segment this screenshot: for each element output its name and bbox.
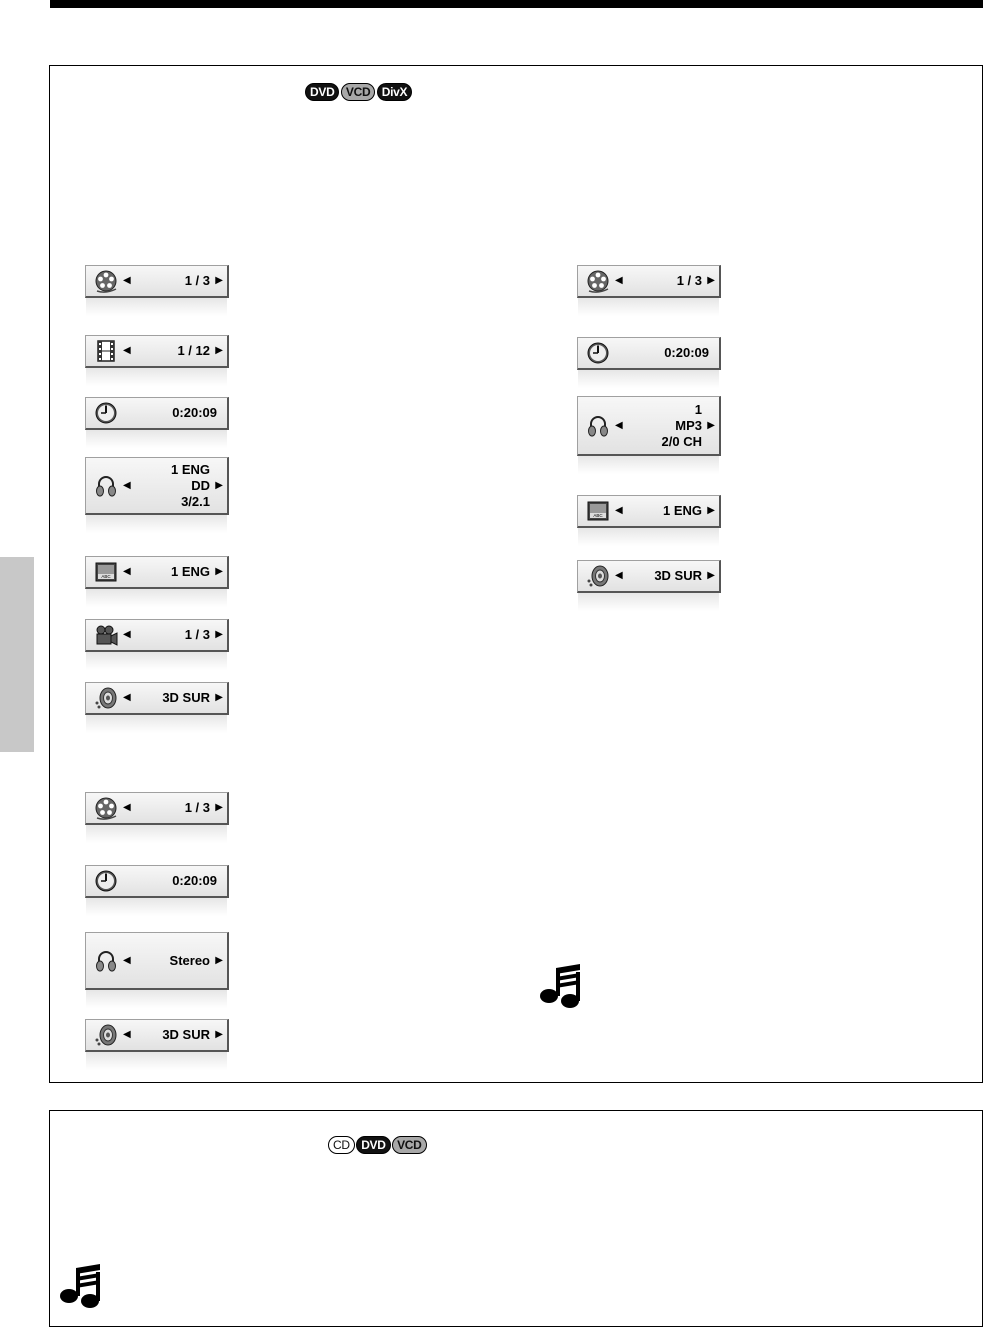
osd-display-sound (85, 1019, 229, 1052)
angle-icon (94, 623, 118, 647)
left-arrow-icon: ◀ (123, 692, 131, 703)
left-arrow-icon: ◀ (123, 954, 131, 966)
audio-icon (586, 414, 610, 438)
sound-icon (94, 1023, 118, 1047)
osd-display-subtitle (85, 556, 229, 589)
osd-display-sound (577, 560, 721, 593)
osd-value: 0:20:09 (664, 345, 709, 360)
osd-display-chapter (85, 335, 229, 368)
osd-value: 1 ENG DD 3/2.1 (170, 461, 210, 509)
osd-display-audio (85, 457, 229, 515)
osd-display-title (85, 792, 229, 825)
chapter-icon (94, 339, 118, 363)
right-arrow-icon: ▶ (215, 692, 223, 703)
disc-badge: VCD (341, 83, 375, 101)
osd-value: 1 ENG (662, 503, 702, 518)
title-icon (94, 796, 118, 820)
title-icon (94, 269, 118, 293)
left-arrow-icon: ◀ (615, 419, 623, 431)
music-note-icon (58, 1262, 106, 1310)
osd-display-audio (85, 932, 229, 990)
osd-value: 1 / 3 (184, 273, 210, 288)
svg-text:ABC: ABC (101, 574, 111, 580)
time-icon (94, 869, 118, 893)
right-arrow-icon: ▶ (215, 1029, 223, 1040)
section-tab (0, 557, 34, 752)
left-arrow-icon: ◀ (123, 479, 131, 491)
disc-badge: DVD (356, 1136, 390, 1154)
osd-value: 1 / 12 (177, 343, 210, 358)
osd-value: 3D SUR (162, 1027, 210, 1042)
osd-display-time (577, 337, 721, 370)
left-arrow-icon: ◀ (615, 570, 623, 581)
top-rule (50, 0, 983, 8)
right-arrow-icon: ▶ (215, 479, 223, 491)
right-arrow-icon: ▶ (215, 275, 223, 286)
left-arrow-icon: ◀ (123, 1029, 131, 1040)
subtitle-icon (94, 560, 118, 584)
disc-badges-section2 (328, 1136, 424, 1154)
right-arrow-icon: ▶ (707, 505, 715, 516)
left-arrow-icon: ◀ (123, 802, 131, 813)
osd-value: Stereo (169, 952, 210, 968)
time-icon (586, 341, 610, 365)
right-arrow-icon: ▶ (707, 419, 715, 431)
sound-icon (586, 564, 610, 588)
osd-value: 3D SUR (654, 568, 702, 583)
osd-value: 1 / 3 (184, 800, 210, 815)
osd-value: 3D SUR (162, 690, 210, 705)
osd-display-time (85, 865, 229, 898)
subtitle-icon (586, 499, 610, 523)
osd-display-title (577, 265, 721, 298)
disc-badge: DivX (377, 83, 412, 101)
title-icon (586, 269, 610, 293)
osd-display-subtitle (577, 495, 721, 528)
right-arrow-icon: ▶ (215, 629, 223, 640)
osd-display-angle (85, 619, 229, 652)
right-arrow-icon: ▶ (707, 275, 715, 286)
right-arrow-icon: ▶ (215, 954, 223, 966)
osd-value: 0:20:09 (172, 405, 217, 420)
osd-value: 0:20:09 (172, 873, 217, 888)
osd-display-sound (85, 682, 229, 715)
osd-display-time (85, 397, 229, 430)
left-arrow-icon: ◀ (615, 505, 623, 516)
sound-icon (94, 686, 118, 710)
osd-value: 1 ENG (170, 564, 210, 579)
left-arrow-icon: ◀ (123, 566, 131, 577)
osd-value: 1 MP3 2/0 CH (661, 401, 702, 449)
right-arrow-icon: ▶ (707, 570, 715, 581)
left-arrow-icon: ◀ (123, 345, 131, 356)
audio-icon (94, 949, 118, 973)
audio-icon (94, 474, 118, 498)
time-icon (94, 401, 118, 425)
left-arrow-icon: ◀ (123, 629, 131, 640)
osd-display-audio (577, 396, 721, 456)
osd-value: 1 / 3 (676, 273, 702, 288)
svg-text:ABC: ABC (593, 513, 603, 519)
disc-badge: CD (328, 1136, 355, 1154)
disc-badges-section1 (305, 83, 409, 101)
right-arrow-icon: ▶ (215, 566, 223, 577)
right-arrow-icon: ▶ (215, 345, 223, 356)
music-note-icon (538, 962, 586, 1010)
right-arrow-icon: ▶ (215, 802, 223, 813)
repeat-section-box (49, 1110, 983, 1327)
osd-value: 1 / 3 (184, 627, 210, 642)
left-arrow-icon: ◀ (123, 275, 131, 286)
disc-badge: VCD (392, 1136, 426, 1154)
left-arrow-icon: ◀ (615, 275, 623, 286)
disc-badge: DVD (305, 83, 339, 101)
osd-display-title (85, 265, 229, 298)
